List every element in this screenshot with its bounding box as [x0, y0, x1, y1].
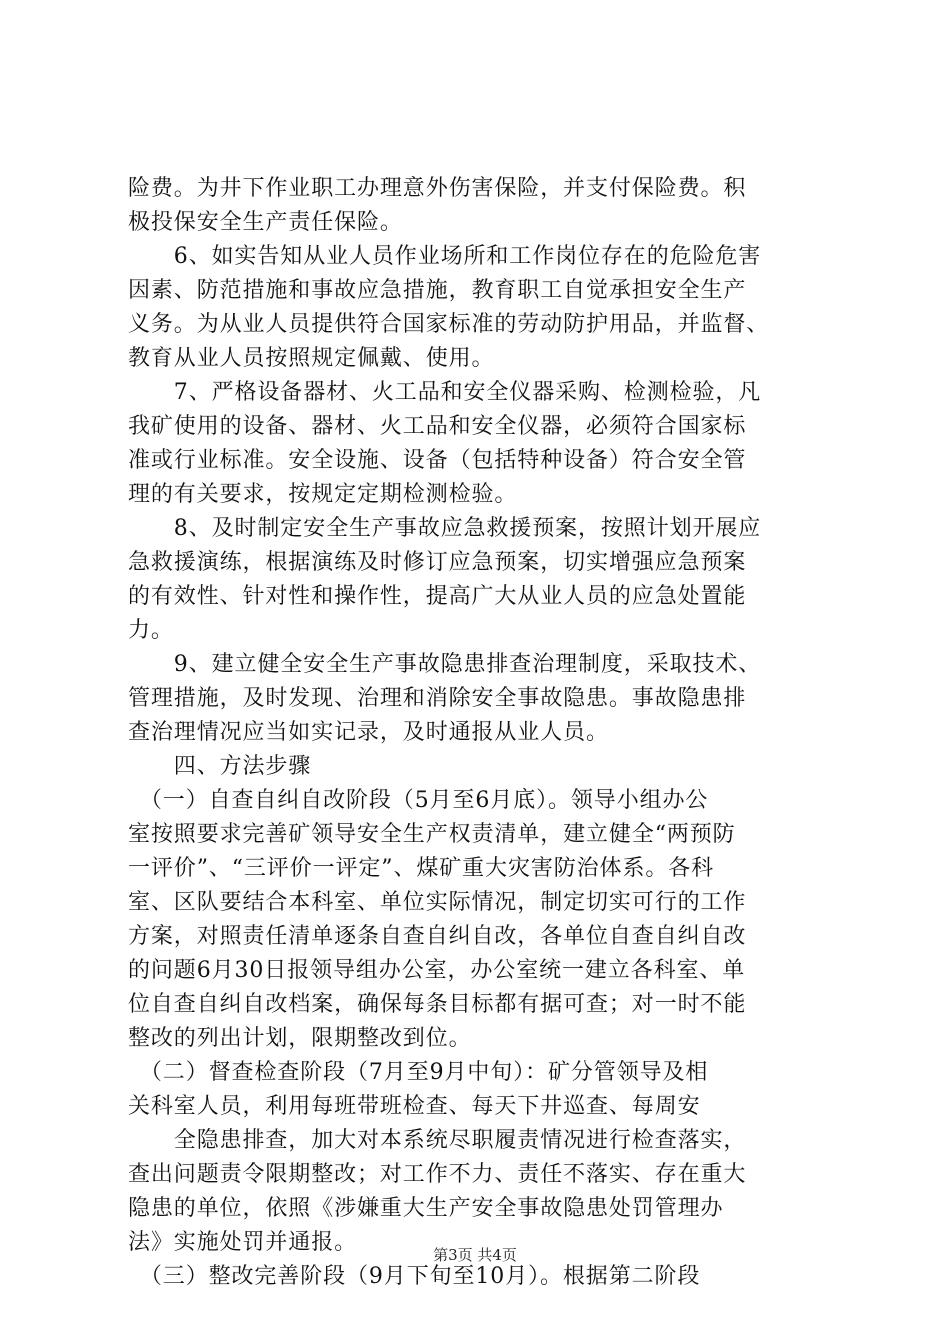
text-line: 位自查自纠自改档案，确保每条目标都有据可查；对一时不能 [128, 992, 747, 1017]
text-line: 查出问题责令限期整改；对工作不力、责任不落实、存在重大 [128, 1162, 747, 1187]
text-line: 整改的列出计划，限期整改到位。 [128, 1026, 472, 1051]
text-line: 隐患的单位，依照《涉嫌重大生产安全事故隐患处罚管理办 [128, 1196, 724, 1221]
text-line: （二）督查检查阶段（7月至9月中旬）：矿分管领导及相 [128, 1060, 709, 1085]
text-line: 6、如实告知从业人员作业场所和工作岗位存在的危险危害 [128, 244, 762, 269]
document-body [128, 172, 848, 1294]
text-line: 我矿使用的设备、器材、火工品和安全仪器，必须符合国家标 [128, 414, 747, 439]
text-line: 因素、防范措施和事故应急措施，教育职工自觉承担安全生产 [128, 278, 747, 303]
text-line: 义务。为从业人员提供符合国家标准的劳动防护用品，并监督、 [128, 312, 770, 337]
text-line: 教育从业人员按照规定佩戴、使用。 [128, 346, 495, 371]
text-line: 方案，对照责任清单逐条自查自纠自改，各单位自查自纠自改 [128, 924, 747, 949]
section-heading: 四、方法步骤 [128, 754, 312, 779]
text-line: 法》实施处罚并通报。 [128, 1230, 358, 1255]
text-line: 管理措施，及时发现、治理和消除安全事故隐患。事故隐患排 [128, 686, 747, 711]
text-line: 理的有关要求，按规定定期检测检验。 [128, 482, 518, 507]
text-line: 室按照要求完善矿领导安全生产权责清单，建立健全“两预防 [128, 822, 736, 847]
text-line: 9、建立健全安全生产事故隐患排查治理制度，采取技术、 [128, 652, 762, 677]
page-number-label: 第3页 共4页 [433, 1246, 517, 1264]
text-line: 准或行业标准。安全设施、设备（包括特种设备）符合安全管 [128, 448, 747, 473]
text-line: 的有效性、针对性和操作性，提高广大从业人员的应急处置能 [128, 584, 747, 609]
text-line: 的问题6月30日报领导组办公室，办公室统一建立各科室、单 [128, 958, 746, 983]
text-line: 急救援演练，根据演练及时修订应急预案，切实增强应急预案 [128, 550, 747, 575]
text-line: 一评价”、“三评价一评定”、煤矿重大灾害防治体系。各科 [128, 856, 715, 881]
text-line: 室、区队要结合本科室、单位实际情况，制定切实可行的工作 [128, 890, 747, 915]
text-line: 查治理情况应当如实记录，及时通报从业人员。 [128, 720, 609, 745]
text-line: 8、及时制定安全生产事故应急救援预案，按照计划开展应 [128, 516, 762, 541]
text-line: 关科室人员，利用每班带班检查、每天下井巡查、每周安 [128, 1094, 701, 1119]
text-line: 力。 [128, 618, 174, 643]
text-line: （一）自查自纠自改阶段（5月至6月底）。领导小组办公 [128, 788, 709, 813]
text-line: 全隐患排查，加大对本系统尽职履责情况进行检查落实， [128, 1128, 747, 1153]
text-line: 险费。为井下作业职工办理意外伤害保险，并支付保险费。积 [128, 176, 747, 201]
text-line: 极投保安全生产责任保险。 [128, 210, 403, 235]
text-line: （三）整改完善阶段（9月下旬至10月）。根据第二阶段 [128, 1264, 701, 1289]
page-footer [0, 1244, 950, 1266]
text-line: 7、严格设备器材、火工品和安全仪器采购、检测检验，凡 [128, 380, 762, 405]
